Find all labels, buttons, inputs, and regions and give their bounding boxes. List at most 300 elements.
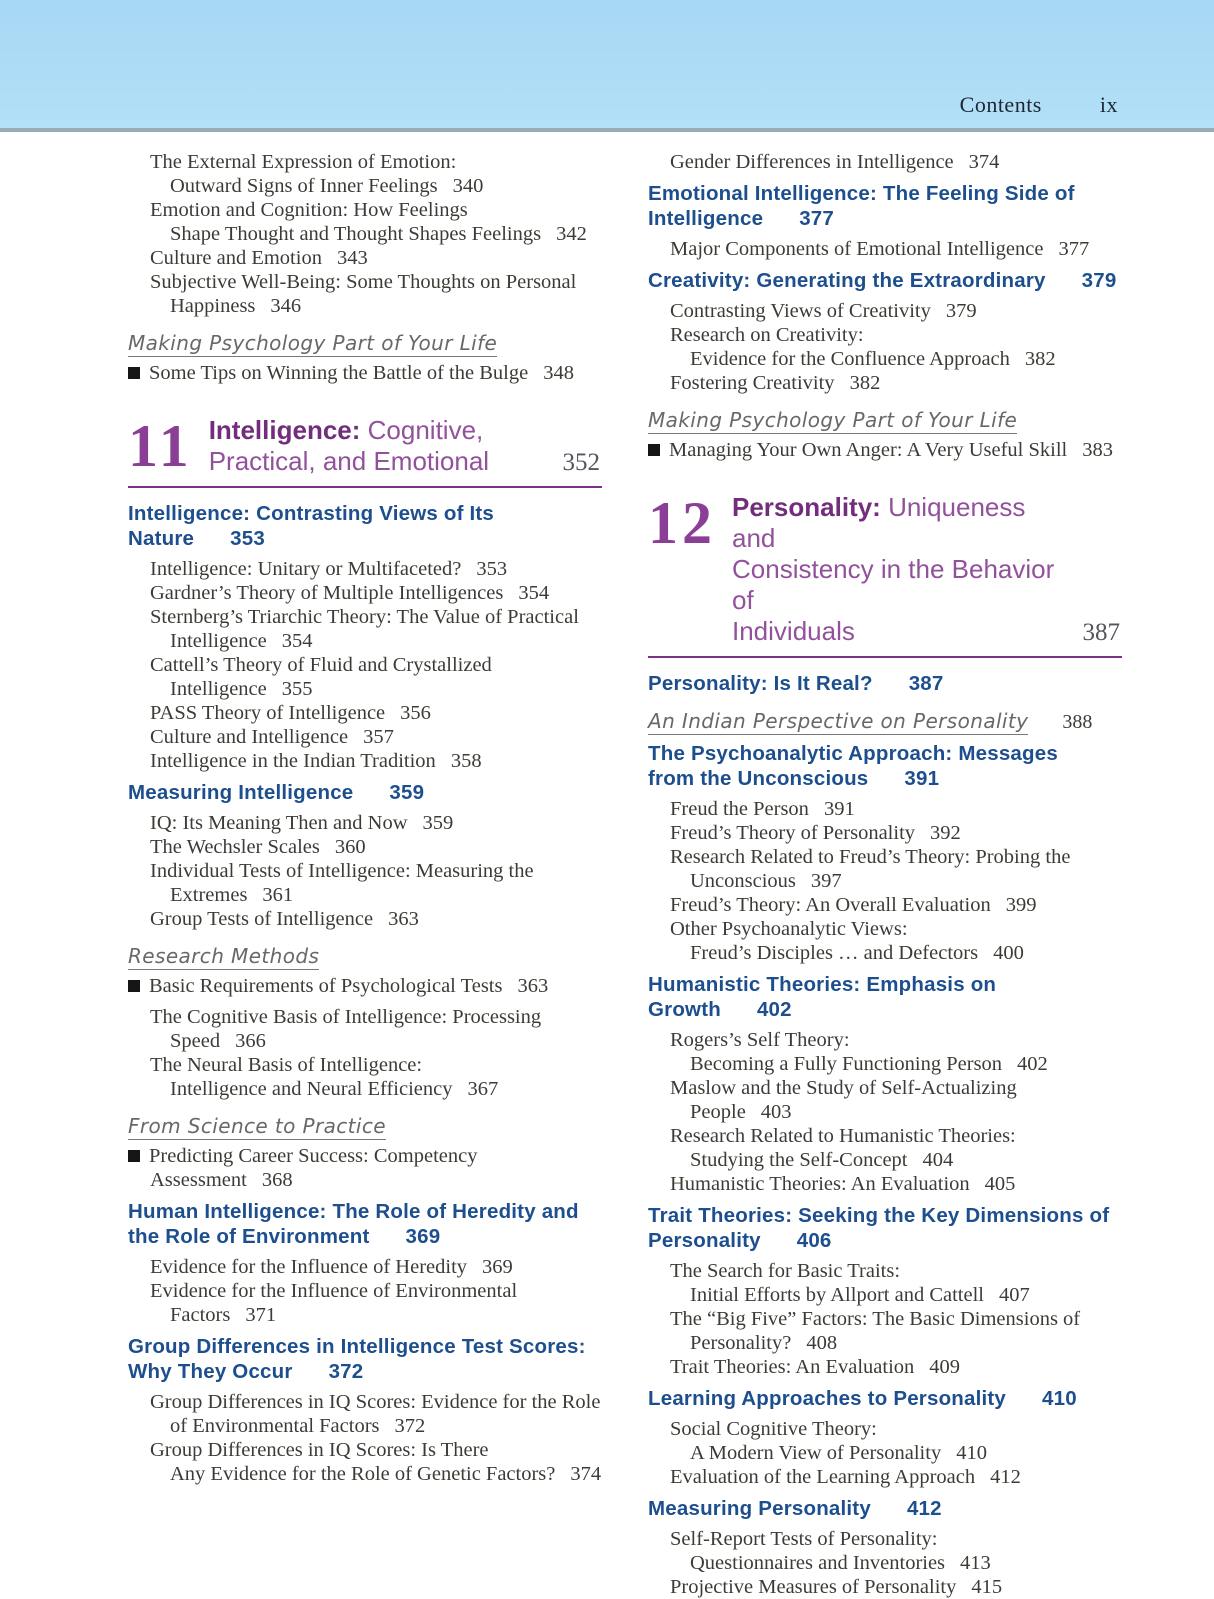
entry-line bbox=[128, 1199, 602, 1224]
entry-page-number: 361 bbox=[262, 884, 294, 906]
chapter-title bbox=[209, 415, 553, 477]
entry-line bbox=[150, 749, 602, 773]
entry-line bbox=[150, 859, 602, 883]
entry-page-number: 348 bbox=[543, 362, 574, 384]
toc-entry bbox=[128, 725, 602, 749]
entry-text: Basic Requirements of Psychological Tests bbox=[149, 975, 503, 997]
entry-text: Outward Signs of Inner Feelings bbox=[170, 175, 438, 197]
entry-line bbox=[150, 1077, 602, 1101]
entry-page-number: 372 bbox=[394, 1415, 426, 1437]
toc-entry bbox=[128, 246, 602, 270]
entry-line bbox=[128, 974, 602, 998]
entry-line bbox=[648, 972, 1122, 1022]
entry-page-number: 355 bbox=[281, 678, 313, 700]
entry-page-number: 391 bbox=[904, 767, 940, 790]
entry-page-number: 387 bbox=[908, 672, 944, 695]
toc-entry bbox=[648, 150, 1122, 174]
entry-text: Maslow and the Study of Self-Actualizing bbox=[670, 1077, 1017, 1099]
entry-line bbox=[670, 1417, 1122, 1441]
toc-entry bbox=[648, 323, 1122, 371]
entry-text: Research Related to Freud’s Theory: Probing the bbox=[670, 846, 1071, 868]
entry-line bbox=[150, 198, 602, 222]
entry-line bbox=[648, 671, 1122, 696]
toc-entry bbox=[128, 835, 602, 859]
entry-page-number: 372 bbox=[328, 1360, 364, 1383]
entry-line bbox=[670, 237, 1122, 261]
entry-line bbox=[670, 299, 1122, 323]
square-bullet-icon bbox=[128, 367, 140, 379]
entry-line bbox=[150, 270, 602, 294]
entry-line bbox=[128, 1144, 602, 1168]
feature-label bbox=[128, 1114, 602, 1139]
entry-line bbox=[150, 1053, 602, 1077]
entry-line bbox=[670, 869, 1122, 893]
toc-entry bbox=[648, 1028, 1122, 1076]
entry-text: The External Expression of Emotion: bbox=[150, 151, 457, 173]
entry-text: People bbox=[690, 1101, 746, 1123]
entry-text: Sternberg’s Triarchic Theory: The Value of Practical bbox=[150, 606, 579, 628]
entry-page-number: 379 bbox=[945, 300, 977, 322]
entry-page-number: 366 bbox=[235, 1030, 266, 1052]
entry-page-number: 409 bbox=[929, 1356, 961, 1378]
toc-section-heading bbox=[648, 972, 1122, 1022]
entry-line bbox=[128, 526, 602, 551]
entry-page-number: 374 bbox=[968, 151, 1000, 173]
toc-section-heading bbox=[648, 1203, 1122, 1253]
entry-text: Humanistic Theories: An Evaluation bbox=[670, 1173, 970, 1195]
entry-page-number: 367 bbox=[467, 1078, 499, 1100]
entry-page-number: 342 bbox=[556, 223, 587, 245]
toc-entry bbox=[648, 797, 1122, 821]
entry-text: Intelligence: Unitary or Multifaceted? bbox=[150, 558, 462, 580]
entry-text: Culture and Intelligence bbox=[150, 726, 349, 748]
toc-body bbox=[0, 150, 1214, 1599]
section-heading-text: Measuring Personality bbox=[648, 1497, 871, 1520]
chapter-heading bbox=[648, 492, 1122, 658]
entry-text: Rogers’s Self Theory: bbox=[670, 1029, 850, 1051]
entry-page-number: 410 bbox=[956, 1442, 987, 1464]
entry-page-number: 382 bbox=[1024, 348, 1056, 370]
toc-entry bbox=[648, 1172, 1122, 1196]
toc-entry bbox=[128, 150, 602, 198]
entry-page-number: 382 bbox=[849, 372, 881, 394]
square-bullet-icon bbox=[128, 980, 140, 992]
entry-page-number: 407 bbox=[998, 1284, 1030, 1306]
toc-section-heading bbox=[648, 671, 1122, 696]
entry-line bbox=[150, 653, 602, 677]
entry-text: Intelligence bbox=[170, 678, 267, 700]
toc-section-heading bbox=[648, 1386, 1122, 1411]
entry-text: Assessment bbox=[150, 1169, 247, 1191]
chapter-heading bbox=[128, 415, 602, 488]
page-number-roman: ix bbox=[1099, 92, 1118, 117]
toc-section-heading bbox=[128, 501, 602, 551]
entry-page-number: 346 bbox=[270, 295, 302, 317]
toc-section-heading bbox=[648, 741, 1122, 791]
entry-line bbox=[150, 294, 602, 318]
entry-line bbox=[670, 371, 1122, 395]
entry-line bbox=[670, 1527, 1122, 1551]
entry-text: Other Psychoanalytic Views: bbox=[670, 918, 908, 940]
entry-page-number: 354 bbox=[281, 630, 313, 652]
toc-entry bbox=[128, 1438, 602, 1486]
entry-text: Studying the Self-Concept bbox=[690, 1149, 908, 1171]
entry-line bbox=[648, 1228, 1122, 1253]
entry-page-number: 413 bbox=[960, 1552, 991, 1574]
entry-text: Individual Tests of Intelligence: Measuring the bbox=[150, 860, 534, 882]
entry-text: Research on Creativity: bbox=[670, 324, 864, 346]
entry-line bbox=[128, 780, 602, 805]
entry-text: A Modern View of Personality bbox=[690, 1442, 942, 1464]
entry-page-number: 412 bbox=[906, 1497, 942, 1520]
entry-text: Emotion and Cognition: How Feelings bbox=[150, 199, 468, 221]
entry-text: Initial Efforts by Allport and Cattell bbox=[690, 1284, 984, 1306]
entry-text: Fostering Creativity bbox=[670, 372, 835, 394]
entry-line bbox=[150, 174, 602, 198]
entry-page-number: 379 bbox=[1081, 269, 1117, 292]
entry-page-number: 369 bbox=[482, 1256, 513, 1278]
square-bullet-icon bbox=[648, 444, 660, 456]
toc-section-heading bbox=[648, 1496, 1122, 1521]
toc-entry bbox=[648, 1355, 1122, 1379]
entry-line bbox=[670, 797, 1122, 821]
entry-page-number: 360 bbox=[334, 836, 366, 858]
toc-entry bbox=[128, 1390, 602, 1438]
entry-page-number: 404 bbox=[922, 1149, 954, 1171]
entry-line bbox=[128, 1224, 602, 1249]
feature-label-text: From Science to Practice bbox=[128, 1114, 386, 1138]
entry-line bbox=[670, 1100, 1122, 1124]
entry-line bbox=[648, 741, 1122, 766]
entry-line bbox=[150, 246, 602, 270]
entry-line bbox=[128, 1359, 602, 1384]
entry-line bbox=[670, 917, 1122, 941]
entry-line bbox=[670, 1331, 1122, 1355]
toc-entry bbox=[128, 811, 602, 835]
entry-text: Predicting Career Success: Competency bbox=[149, 1145, 478, 1167]
entry-line bbox=[670, 1052, 1122, 1076]
entry-line bbox=[648, 181, 1122, 206]
entry-text: Becoming a Fully Functioning Person bbox=[690, 1053, 1003, 1075]
entry-line bbox=[150, 1390, 602, 1414]
entry-line bbox=[150, 605, 602, 629]
entry-text: Freud’s Disciples … and Defectors bbox=[690, 942, 979, 964]
entry-text: Intelligence bbox=[170, 630, 267, 652]
entry-text: Freud’s Theory: An Overall Evaluation bbox=[670, 894, 991, 916]
entry-page-number: 392 bbox=[930, 822, 961, 844]
toc-section-heading bbox=[648, 181, 1122, 231]
bullet-entry bbox=[648, 438, 1122, 462]
toc-section-heading bbox=[128, 1199, 602, 1249]
chapter-title-bold: Intelligence: bbox=[208, 415, 361, 445]
entry-text: The Wechsler Scales bbox=[150, 836, 320, 858]
chapter-title-text: Uniqueness and bbox=[732, 492, 1026, 553]
entry-page-number: 358 bbox=[450, 750, 482, 772]
entry-line bbox=[670, 893, 1122, 917]
entry-line bbox=[670, 1355, 1122, 1379]
entry-line bbox=[150, 1005, 602, 1029]
section-heading-text: Emotional Intelligence: The Feeling Side of bbox=[648, 182, 1075, 205]
entry-line bbox=[150, 1438, 602, 1462]
chapter-number: 11 bbox=[128, 413, 193, 479]
entry-text: Questionnaires and Inventories bbox=[690, 1552, 946, 1574]
entry-page-number: 402 bbox=[756, 998, 792, 1021]
entry-line bbox=[150, 629, 602, 653]
entry-text: PASS Theory of Intelligence bbox=[150, 702, 386, 724]
toc-entry bbox=[648, 1575, 1122, 1599]
section-heading-text: Personality: Is It Real? bbox=[648, 672, 873, 695]
toc-entry bbox=[128, 581, 602, 605]
entry-text: Personality? bbox=[690, 1332, 792, 1354]
section-heading-text: Nature bbox=[128, 527, 195, 550]
entry-page-number: 354 bbox=[518, 582, 550, 604]
section-heading-text: Measuring Intelligence bbox=[128, 781, 354, 804]
entry-text: Managing Your Own Anger: A Very Useful Skill bbox=[669, 439, 1068, 461]
square-bullet-icon bbox=[128, 1150, 140, 1162]
entry-page-number: 388 bbox=[1062, 711, 1093, 733]
entry-line bbox=[648, 206, 1122, 231]
toc-entry bbox=[648, 237, 1122, 261]
entry-page-number: 353 bbox=[230, 527, 265, 550]
entry-page-number: 399 bbox=[1005, 894, 1037, 916]
toc-entry bbox=[128, 1005, 602, 1053]
entry-text: Gardner’s Theory of Multiple Intelligences bbox=[150, 582, 504, 604]
section-heading-text: Personality bbox=[648, 1229, 761, 1252]
entry-page-number: 377 bbox=[1058, 238, 1090, 260]
entry-page-number: 371 bbox=[245, 1304, 277, 1326]
entry-line bbox=[150, 907, 602, 931]
entry-page-number: 403 bbox=[760, 1101, 792, 1123]
entry-text: Social Cognitive Theory: bbox=[670, 1418, 877, 1440]
entry-text: The Search for Basic Traits: bbox=[670, 1260, 901, 1282]
entry-page-number: 369 bbox=[405, 1225, 441, 1248]
toc-right-column bbox=[648, 150, 1122, 1599]
toc-left-column bbox=[128, 150, 602, 1599]
entry-text: Contrasting Views of Creativity bbox=[670, 300, 931, 322]
entry-page-number: 343 bbox=[336, 247, 368, 269]
entry-line bbox=[150, 581, 602, 605]
entry-text: of Environmental Factors bbox=[170, 1415, 380, 1437]
entry-line bbox=[670, 1575, 1122, 1599]
entry-line bbox=[150, 883, 602, 907]
entry-line bbox=[648, 766, 1122, 791]
toc-entry bbox=[128, 1255, 602, 1279]
section-heading-text: Intelligence: Contrasting Views of Its bbox=[128, 502, 495, 525]
section-heading-text: Humanistic Theories: Emphasis on Growth bbox=[648, 973, 997, 1021]
feature-label-text: An Indian Perspective on Personality bbox=[648, 709, 1029, 733]
entry-text: Evidence for the Influence of Environmental bbox=[150, 1280, 518, 1302]
toc-entry bbox=[648, 1527, 1122, 1575]
entry-line bbox=[670, 941, 1122, 965]
entry-text: Group Differences in IQ Scores: Is There bbox=[150, 1439, 489, 1461]
toc-entry bbox=[648, 845, 1122, 893]
section-heading-text: Trait Theories: Seeking the Key Dimensions of bbox=[648, 1204, 1110, 1227]
entry-line bbox=[150, 1462, 602, 1486]
entry-text: Any Evidence for the Role of Genetic Factors? bbox=[170, 1463, 556, 1485]
entry-text: Speed bbox=[170, 1030, 221, 1052]
entry-text: IQ: Its Meaning Then and Now bbox=[150, 812, 408, 834]
entry-page-number: 377 bbox=[799, 207, 834, 230]
toc-entry bbox=[128, 749, 602, 773]
entry-line bbox=[670, 821, 1122, 845]
chapter-title-bold: Personality: bbox=[732, 492, 881, 522]
entry-line bbox=[128, 1334, 602, 1359]
toc-entry bbox=[648, 1307, 1122, 1355]
feature-label-text: Making Psychology Part of Your Life bbox=[128, 331, 498, 355]
chapter-number: 12 bbox=[648, 490, 716, 556]
entry-line bbox=[648, 1386, 1122, 1411]
toc-entry bbox=[128, 1053, 602, 1101]
feature-label-text: Making Psychology Part of Your Life bbox=[648, 408, 1018, 432]
entry-line bbox=[150, 1303, 602, 1327]
entry-line bbox=[670, 1148, 1122, 1172]
toc-entry bbox=[648, 1417, 1122, 1465]
entry-page-number: 410 bbox=[1042, 1387, 1077, 1410]
entry-page-number: 397 bbox=[810, 870, 842, 892]
entry-page-number: 340 bbox=[452, 175, 484, 197]
toc-entry bbox=[648, 1465, 1122, 1489]
toc-entry bbox=[648, 1259, 1122, 1307]
entry-line bbox=[670, 1076, 1122, 1100]
entry-text: Evidence for the Confluence Approach bbox=[690, 348, 1010, 370]
section-heading-text: the Role of Environment bbox=[128, 1225, 370, 1248]
entry-page-number: 402 bbox=[1017, 1053, 1048, 1075]
entry-text: Self-Report Tests of Personality: bbox=[670, 1528, 938, 1550]
toc-entry bbox=[128, 701, 602, 725]
toc-section-heading bbox=[648, 268, 1122, 293]
entry-line bbox=[670, 150, 1122, 174]
entry-line bbox=[150, 1279, 602, 1303]
entry-text: The “Big Five” Factors: The Basic Dimensions of bbox=[670, 1308, 1081, 1330]
section-heading-text: Intelligence bbox=[648, 207, 764, 230]
entry-page-number: 359 bbox=[422, 812, 454, 834]
toc-entry bbox=[648, 917, 1122, 965]
entry-text: Research Related to Humanistic Theories: bbox=[670, 1125, 1016, 1147]
feature-label bbox=[128, 331, 602, 356]
section-heading-text: Group Differences in Intelligence Test Scores: bbox=[128, 1335, 586, 1358]
entry-line bbox=[150, 701, 602, 725]
entry-page-number: 400 bbox=[993, 942, 1024, 964]
entry-text: The Cognitive Basis of Intelligence: Processing bbox=[150, 1006, 542, 1028]
entry-page-number: 356 bbox=[400, 702, 431, 724]
entry-text: Culture and Emotion bbox=[150, 247, 322, 269]
chapter-title bbox=[732, 492, 1122, 647]
entry-line bbox=[670, 1551, 1122, 1575]
entry-text: Group Differences in IQ Scores: Evidence for the Role bbox=[150, 1391, 601, 1413]
entry-line bbox=[648, 268, 1122, 293]
entry-text: Freud’s Theory of Personality bbox=[670, 822, 916, 844]
bullet-entry bbox=[128, 974, 602, 998]
entry-page-number: 408 bbox=[806, 1332, 838, 1354]
entry-text: Trait Theories: An Evaluation bbox=[670, 1356, 915, 1378]
entry-line bbox=[150, 222, 602, 246]
toc-entry bbox=[648, 821, 1122, 845]
entry-page-number: 405 bbox=[984, 1173, 1016, 1195]
section-heading-text: Human Intelligence: The Role of Heredity and bbox=[128, 1200, 579, 1223]
entry-text: Unconscious bbox=[690, 870, 796, 892]
entry-text: Some Tips on Winning the Battle of the Bulge bbox=[149, 362, 529, 384]
entry-line bbox=[648, 438, 1122, 462]
entry-line bbox=[670, 1307, 1122, 1331]
entry-line bbox=[150, 811, 602, 835]
running-head bbox=[960, 92, 1118, 118]
bullet-entry bbox=[128, 361, 602, 385]
entry-line bbox=[670, 1259, 1122, 1283]
entry-text: Extremes bbox=[170, 884, 248, 906]
entry-page-number: 383 bbox=[1082, 439, 1113, 461]
entry-page-number: 363 bbox=[388, 908, 419, 930]
entry-line bbox=[150, 835, 602, 859]
entry-page-number: 368 bbox=[261, 1169, 293, 1191]
entry-text: Intelligence and Neural Efficiency bbox=[170, 1078, 453, 1100]
entry-page-number: 406 bbox=[796, 1229, 832, 1252]
entry-line bbox=[648, 1496, 1122, 1521]
entry-line bbox=[128, 1168, 602, 1192]
entry-page-number: 353 bbox=[476, 558, 508, 580]
section-heading-text: from the Unconscious bbox=[648, 767, 869, 790]
entry-line bbox=[150, 150, 602, 174]
entry-line bbox=[128, 501, 602, 526]
entry-text: Intelligence in the Indian Tradition bbox=[150, 750, 436, 772]
entry-page-number: 415 bbox=[971, 1576, 1003, 1598]
entry-page-number: 412 bbox=[990, 1466, 1021, 1488]
feature-label bbox=[648, 408, 1122, 433]
entry-page-number: 374 bbox=[570, 1463, 602, 1485]
toc-section-heading bbox=[128, 780, 602, 805]
toc-entry bbox=[648, 1124, 1122, 1172]
toc-entry bbox=[648, 893, 1122, 917]
toc-entry bbox=[648, 371, 1122, 395]
toc-entry bbox=[648, 299, 1122, 323]
entry-line bbox=[670, 1441, 1122, 1465]
entry-text: Subjective Well-Being: Some Thoughts on Personal bbox=[150, 271, 577, 293]
section-heading-text: Learning Approaches to Personality bbox=[648, 1387, 1007, 1410]
section-heading-text: Creativity: Generating the Extraordinary bbox=[648, 269, 1046, 292]
page-header-band bbox=[0, 0, 1214, 132]
toc-entry bbox=[648, 1076, 1122, 1124]
entry-page-number: 391 bbox=[823, 798, 855, 820]
entry-text: Shape Thought and Thought Shapes Feelings bbox=[170, 223, 542, 245]
toc-section-heading bbox=[128, 1334, 602, 1384]
entry-page-number: 357 bbox=[363, 726, 394, 748]
entry-line bbox=[670, 1172, 1122, 1196]
toc-entry bbox=[128, 198, 602, 246]
entry-text: Projective Measures of Personality bbox=[670, 1576, 957, 1598]
toc-entry bbox=[128, 907, 602, 931]
toc-entry bbox=[128, 1279, 602, 1327]
entry-text: Freud the Person bbox=[670, 798, 809, 820]
entry-line bbox=[670, 347, 1122, 371]
section-heading-text: Why They Occur bbox=[128, 1360, 293, 1383]
entry-line bbox=[648, 1203, 1122, 1228]
chapter-title-text: Consistency in the Behavior of bbox=[732, 554, 1055, 615]
entry-line bbox=[150, 1255, 602, 1279]
feature-label bbox=[648, 709, 1122, 734]
feature-label-text: Research Methods bbox=[128, 944, 320, 968]
toc-entry bbox=[128, 557, 602, 581]
entry-line bbox=[150, 557, 602, 581]
entry-line bbox=[670, 1465, 1122, 1489]
entry-text: Factors bbox=[170, 1304, 231, 1326]
entry-line bbox=[670, 1283, 1122, 1307]
entry-line bbox=[128, 361, 602, 385]
entry-text: Major Components of Emotional Intelligence bbox=[670, 238, 1044, 260]
entry-line bbox=[150, 725, 602, 749]
entry-text: Happiness bbox=[170, 295, 256, 317]
contents-label: Contents bbox=[959, 92, 1042, 117]
entry-text: Gender Differences in Intelligence bbox=[670, 151, 954, 173]
toc-entry bbox=[128, 270, 602, 318]
